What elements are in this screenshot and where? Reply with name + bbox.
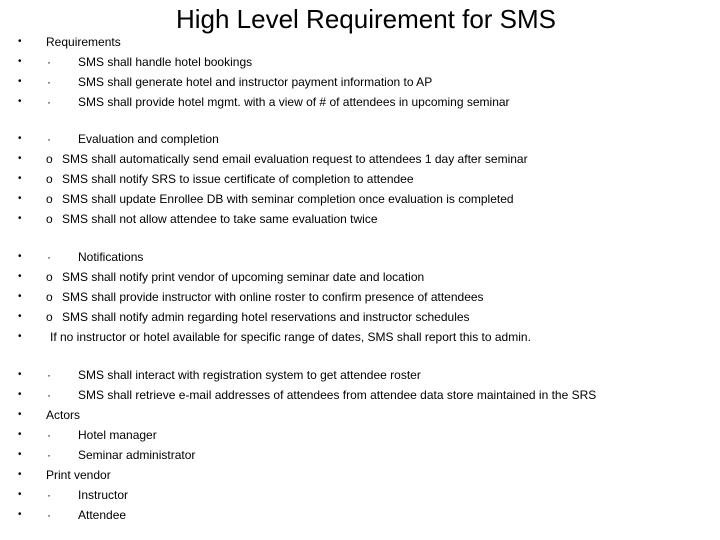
line-text: Evaluation and completion (78, 132, 219, 146)
bullet-icon: • (18, 251, 22, 262)
line-text: SMS shall interact with registration system to get attendee roster (78, 368, 421, 382)
middot-marker: · (47, 428, 51, 442)
list-line (0, 52, 720, 72)
list-line (0, 72, 720, 92)
list-line (0, 327, 720, 347)
line-text: SMS shall provide hotel mgmt. with a view of # of attendees in upcoming seminar (78, 95, 510, 109)
middot-marker: · (47, 448, 51, 462)
bullet-icon: • (18, 409, 22, 420)
bullet-icon: • (18, 133, 22, 144)
middot-marker: · (47, 250, 51, 264)
circle-marker: o (46, 192, 53, 206)
line-text: Actors (46, 408, 81, 422)
line-text: Hotel manager (78, 428, 157, 442)
bullet-icon: • (18, 96, 22, 107)
bullet-icon: • (18, 153, 22, 164)
list-line (0, 189, 720, 209)
bullet-icon: • (18, 331, 22, 342)
line-text: SMS shall retrieve e-mail addresses of attendees from attendee data store maintained in the SRS (78, 388, 597, 402)
list-line (0, 445, 720, 465)
middot-marker: · (47, 368, 51, 382)
circle-marker: o (46, 310, 53, 324)
list-line (0, 385, 720, 405)
bullet-icon: • (18, 509, 22, 520)
list-line (0, 267, 720, 287)
line-text: Seminar administrator (78, 448, 196, 462)
bullet-icon: • (18, 311, 22, 322)
circle-marker: o (46, 172, 53, 186)
bullet-icon: • (18, 429, 22, 440)
bullet-icon: • (18, 291, 22, 302)
bullet-icon: • (18, 369, 22, 380)
bullet-icon: • (18, 193, 22, 204)
list-line (0, 149, 720, 169)
line-text: Print vendor (46, 468, 111, 482)
line-text: If no instructor or hotel available for specific range of dates, SMS shall report this to admin. (50, 330, 531, 344)
circle-marker: o (46, 152, 53, 166)
line-text: Requirements (46, 35, 121, 49)
bullet-icon: • (18, 389, 22, 400)
middot-marker: · (47, 95, 51, 109)
bullet-icon: • (18, 213, 22, 224)
circle-marker: o (46, 212, 53, 226)
line-text: SMS shall notify SRS to issue certificate of completion to attendee (62, 172, 414, 186)
line-text: Instructor (78, 488, 129, 502)
line-text: SMS shall handle hotel bookings (78, 55, 253, 69)
bullet-icon: • (18, 271, 22, 282)
bullet-icon: • (18, 489, 22, 500)
middot-marker: · (47, 132, 51, 146)
list-line (0, 209, 720, 229)
line-text: SMS shall generate hotel and instructor payment information to AP (78, 75, 433, 89)
middot-marker: · (47, 55, 51, 69)
middot-marker: · (47, 388, 51, 402)
list-line (0, 425, 720, 445)
line-text: SMS shall not allow attendee to take same evaluation twice (62, 212, 378, 226)
list-line (0, 92, 720, 112)
circle-marker: o (46, 270, 53, 284)
bullet-icon: • (18, 36, 22, 47)
bullet-icon: • (18, 56, 22, 67)
list-line (0, 287, 720, 307)
bullet-icon: • (18, 173, 22, 184)
middot-marker: · (47, 508, 51, 522)
list-line (0, 247, 720, 267)
bullet-icon: • (18, 449, 22, 460)
line-text: SMS shall provide instructor with online roster to confirm presence of attendees (62, 290, 484, 304)
list-line (0, 129, 720, 149)
line-text: Notifications (78, 250, 144, 264)
circle-marker: o (46, 290, 53, 304)
line-text: SMS shall notify print vendor of upcoming seminar date and location (62, 270, 425, 284)
line-text: SMS shall update Enrollee DB with seminar completion once evaluation is completed (62, 192, 514, 206)
list-line (0, 32, 720, 52)
middot-marker: · (47, 75, 51, 89)
list-line (0, 485, 720, 505)
bullet-icon: • (18, 469, 22, 480)
list-line (0, 465, 720, 485)
middot-marker: · (47, 488, 51, 502)
list-line (0, 505, 720, 525)
line-text: SMS shall automatically send email evaluation request to attendees 1 day after seminar (62, 152, 528, 166)
list-line (0, 365, 720, 385)
bullet-icon: • (18, 76, 22, 87)
line-text: Attendee (78, 508, 127, 522)
list-line (0, 307, 720, 327)
line-text: SMS shall notify admin regarding hotel reservations and instructor schedules (62, 310, 470, 324)
list-line (0, 405, 720, 425)
list-line (0, 169, 720, 189)
slide-title: High Level Requirement for SMS (175, 4, 557, 34)
